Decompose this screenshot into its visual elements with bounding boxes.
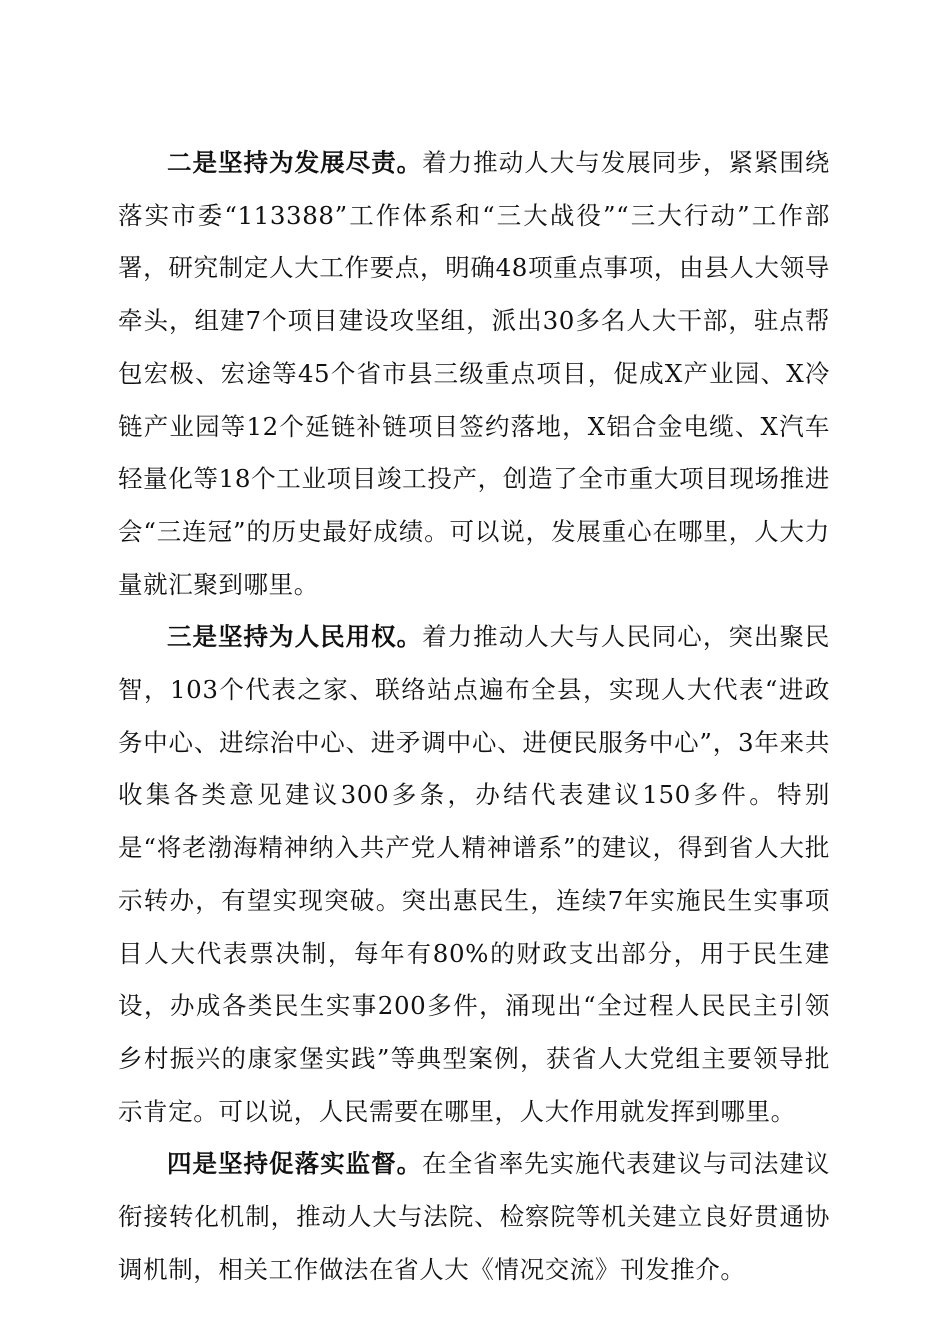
paragraph-development [118, 137, 830, 611]
paragraph-people [118, 611, 830, 1138]
paragraph-heading: 二是坚持为发展尽责。 [167, 148, 423, 177]
paragraph-heading: 四是坚持促落实监督。 [167, 1149, 423, 1179]
paragraph-text: 着力推动人大与人民同心，突出聚民智，103个代表之家、联络站点遍布全县，实现人大代表“进政务中心、进综治中心、进矛调中心、进便民服务中心”，3年来共收集各类意见建议300多条，办结代表建议150多件。特别是“将老渤海精神纳入共产党人精神谱系”的建议，得到省人大批示转办，有望实现突破。突出惠民生，连续7年实施民生实事项目人大代表票决制，每年有80%的财政支出部分，用于民生建设，办成各类民生实事200多件，涌现出“全过程人民民主引领乡村振兴的康家堡实践”等典型案例，获省人大党组主要领导批示肯定。可以说，人民需要在哪里，人大作用就发挥到哪里。 [118, 622, 830, 1126]
document-body [118, 137, 830, 1296]
paragraph-heading: 三是坚持为人民用权。 [167, 622, 423, 652]
paragraph-supervision [118, 1138, 830, 1296]
paragraph-text: 着力推动人大与发展同步，紧紧围绕落实市委“113388”工作体系和“三大战役”“三大行动”工作部署，研究制定人大工作要点，明确48项重点事项，由县人大领导牵头，组建7个项目建设攻坚组，派出30多名人大干部，驻点帮包宏极、宏途等45个省市县三级重点项目，促成X产业园、X冷链产业园等12个延链补链项目签约落地，X铝合金电缆、X汽车轻量化等18个工业项目竣工投产，创造了全市重大项目现场推进会“三连冠”的历史最好成绩。可以说，发展重心在哪里，人大力量就汇聚到哪里。 [118, 148, 830, 599]
paragraph-text: 在全省率先实施代表建议与司法建议衔接转化机制，推动人大与法院、检察院等机关建立良好贯通协调机制，相关工作做法在省人大《情况交流》刊发推介。 [118, 1149, 830, 1284]
